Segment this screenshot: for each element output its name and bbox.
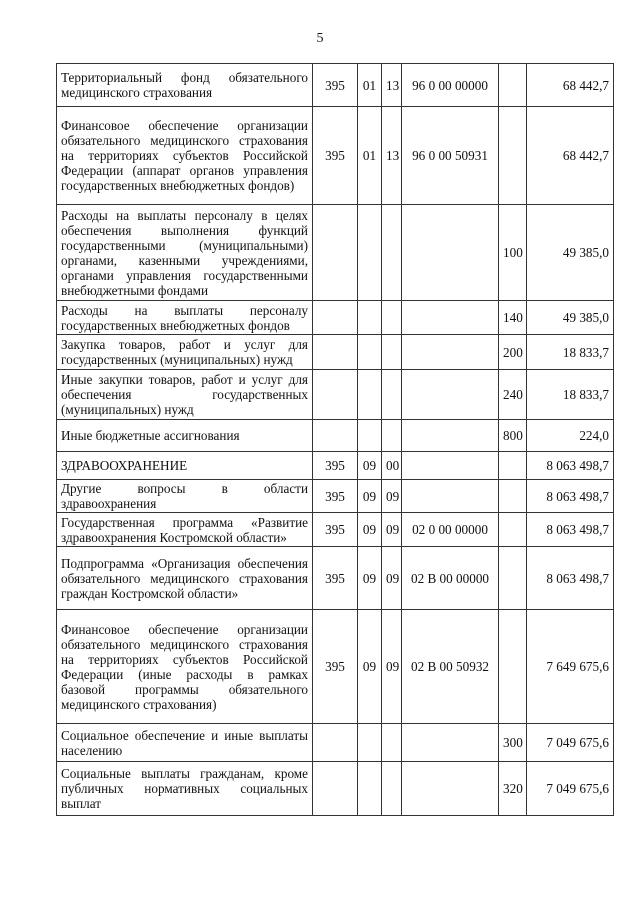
amount: 8 063 498,7 <box>527 513 614 547</box>
subsection-code: 09 <box>382 547 402 610</box>
expense-type-code: 140 <box>499 301 527 335</box>
section-code: 09 <box>358 452 382 480</box>
expense-type-code: 240 <box>499 370 527 420</box>
ministry-code <box>313 724 358 762</box>
target-code: 02 0 00 00000 <box>402 513 499 547</box>
expense-type-code: 800 <box>499 420 527 452</box>
ministry-code: 395 <box>313 452 358 480</box>
target-code: 02 В 00 50932 <box>402 610 499 724</box>
table-row <box>57 610 614 724</box>
ministry-code: 395 <box>313 547 358 610</box>
amount: 68 442,7 <box>527 107 614 205</box>
ministry-code <box>313 205 358 301</box>
table-row <box>57 452 614 480</box>
ministry-code: 395 <box>313 64 358 107</box>
target-code <box>402 762 499 816</box>
ministry-code: 395 <box>313 480 358 513</box>
target-code <box>402 420 499 452</box>
row-name: Другие вопросы в области здравоохранения <box>57 480 313 513</box>
subsection-code: 09 <box>382 610 402 724</box>
amount: 8 063 498,7 <box>527 480 614 513</box>
row-name: ЗДРАВООХРАНЕНИЕ <box>57 452 313 480</box>
expense-type-code <box>499 452 527 480</box>
budget-table <box>56 63 614 816</box>
amount: 224,0 <box>527 420 614 452</box>
ministry-code <box>313 370 358 420</box>
table-row <box>57 64 614 107</box>
amount: 49 385,0 <box>527 301 614 335</box>
amount: 7 049 675,6 <box>527 724 614 762</box>
expense-type-code: 200 <box>499 335 527 370</box>
row-name: Подпрограмма «Организация обеспечения обязательного медицинского страхования граждан Костромской области» <box>57 547 313 610</box>
ministry-code <box>313 420 358 452</box>
page-number: 5 <box>316 31 324 46</box>
expense-type-code: 100 <box>499 205 527 301</box>
subsection-code <box>382 370 402 420</box>
row-name: Социальные выплаты гражданам, кроме публичных нормативных социальных выплат <box>57 762 313 816</box>
subsection-code <box>382 762 402 816</box>
row-name: Социальное обеспечение и иные выплаты населению <box>57 724 313 762</box>
amount: 7 649 675,6 <box>527 610 614 724</box>
row-name: Государственная программа «Развитие здравоохранения Костромской области» <box>57 513 313 547</box>
amount: 8 063 498,7 <box>527 547 614 610</box>
row-name: Расходы на выплаты персоналу в целях обеспечения выполнения функций государственными (муниципальными) органами, казенными учреждениями, органами управления государственными внебюджетными фондами <box>57 205 313 301</box>
target-code <box>402 724 499 762</box>
subsection-code <box>382 205 402 301</box>
row-name: Иные бюджетные ассигнования <box>57 420 313 452</box>
section-code: 09 <box>358 513 382 547</box>
expense-type-code <box>499 513 527 547</box>
target-code: 96 0 00 00000 <box>402 64 499 107</box>
row-name: Финансовое обеспечение организации обязательного медицинского страхования на территориях субъектов Российской Федерации (аппарат органов управления государственных внебюджетных фондов) <box>57 107 313 205</box>
ministry-code <box>313 301 358 335</box>
table-row <box>57 420 614 452</box>
amount: 18 833,7 <box>527 370 614 420</box>
subsection-code: 09 <box>382 480 402 513</box>
expense-type-code <box>499 480 527 513</box>
ministry-code: 395 <box>313 107 358 205</box>
table-row <box>57 370 614 420</box>
ministry-code: 395 <box>313 610 358 724</box>
table-row <box>57 301 614 335</box>
amount: 68 442,7 <box>527 64 614 107</box>
target-code <box>402 370 499 420</box>
expense-type-code: 300 <box>499 724 527 762</box>
target-code <box>402 335 499 370</box>
section-code <box>358 762 382 816</box>
subsection-code: 00 <box>382 452 402 480</box>
section-code <box>358 724 382 762</box>
section-code: 01 <box>358 64 382 107</box>
table-row <box>57 724 614 762</box>
subsection-code <box>382 335 402 370</box>
subsection-code: 13 <box>382 107 402 205</box>
amount: 8 063 498,7 <box>527 452 614 480</box>
expense-type-code: 320 <box>499 762 527 816</box>
amount: 18 833,7 <box>527 335 614 370</box>
subsection-code <box>382 301 402 335</box>
expense-type-code <box>499 64 527 107</box>
target-code: 96 0 00 50931 <box>402 107 499 205</box>
target-code <box>402 301 499 335</box>
subsection-code <box>382 420 402 452</box>
amount: 49 385,0 <box>527 205 614 301</box>
table-row <box>57 335 614 370</box>
row-name: Расходы на выплаты персоналу государственных внебюджетных фондов <box>57 301 313 335</box>
table-row <box>57 107 614 205</box>
subsection-code: 09 <box>382 513 402 547</box>
section-code <box>358 370 382 420</box>
row-name: Иные закупки товаров, работ и услуг для обеспечения государственных (муниципальных) нужд <box>57 370 313 420</box>
subsection-code <box>382 724 402 762</box>
target-code <box>402 452 499 480</box>
table-row <box>57 480 614 513</box>
row-name: Закупка товаров, работ и услуг для государственных (муниципальных) нужд <box>57 335 313 370</box>
section-code <box>358 420 382 452</box>
expense-type-code <box>499 610 527 724</box>
amount: 7 049 675,6 <box>527 762 614 816</box>
table-row <box>57 547 614 610</box>
section-code: 01 <box>358 107 382 205</box>
section-code <box>358 205 382 301</box>
expense-type-code <box>499 547 527 610</box>
expense-type-code <box>499 107 527 205</box>
section-code <box>358 335 382 370</box>
subsection-code: 13 <box>382 64 402 107</box>
table-row <box>57 513 614 547</box>
table-row <box>57 205 614 301</box>
target-code: 02 В 00 00000 <box>402 547 499 610</box>
section-code: 09 <box>358 547 382 610</box>
section-code: 09 <box>358 480 382 513</box>
section-code <box>358 301 382 335</box>
ministry-code: 395 <box>313 513 358 547</box>
ministry-code <box>313 762 358 816</box>
table-row <box>57 762 614 816</box>
target-code <box>402 480 499 513</box>
section-code: 09 <box>358 610 382 724</box>
target-code <box>402 205 499 301</box>
row-name: Финансовое обеспечение организации обязательного медицинского страхования на территориях субъектов Российской Федерации (иные расходы в рамках базовой программы обязательного медицинского страхования) <box>57 610 313 724</box>
row-name: Территориальный фонд обязательного медицинского страхования <box>57 64 313 107</box>
ministry-code <box>313 335 358 370</box>
